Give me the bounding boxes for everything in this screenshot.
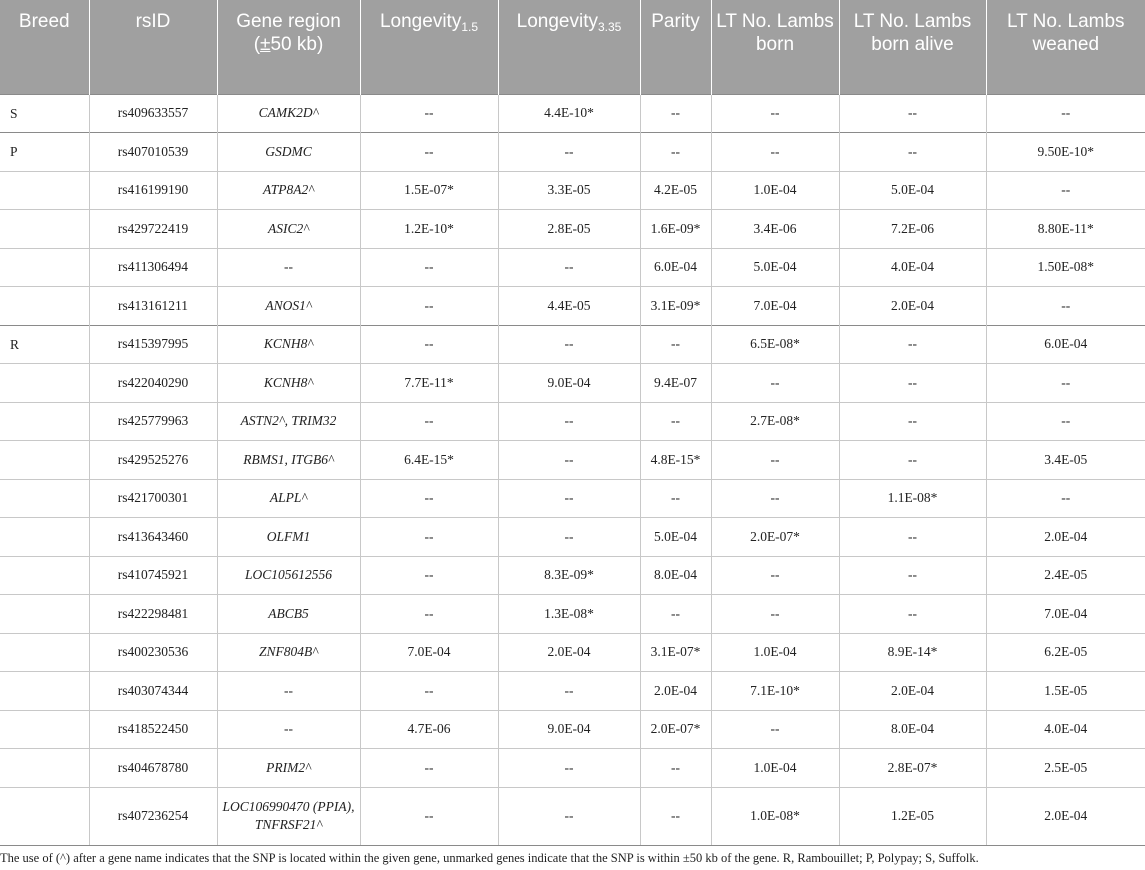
lt-lambs-born-alive-cell: 7.2E-06 (839, 210, 986, 249)
gene-region-cell: OLFM1 (217, 518, 360, 557)
breed-cell: S (0, 94, 89, 133)
breed-cell (0, 287, 89, 326)
longevity-3-35-cell: 1.3E-08* (498, 595, 640, 634)
rsid-cell: rs421700301 (89, 479, 217, 518)
table-body (0, 94, 1145, 845)
gene-region-cell: ATP8A2^ (217, 171, 360, 210)
lt-lambs-born-alive-cell: 2.0E-04 (839, 287, 986, 326)
lt-lambs-weaned-cell: 6.2E-05 (986, 633, 1145, 672)
lt-lambs-born-alive-cell: 2.0E-04 (839, 672, 986, 711)
header-rsid: rsID (89, 0, 217, 94)
lt-lambs-weaned-cell: -- (986, 287, 1145, 326)
header-parity: Parity (640, 0, 711, 94)
breed-cell (0, 402, 89, 441)
parity-cell: 5.0E-04 (640, 518, 711, 557)
breed-cell (0, 248, 89, 287)
rsid-cell: rs418522450 (89, 710, 217, 749)
table-header-row (0, 0, 1145, 94)
lt-lambs-born-alive-cell: 1.2E-05 (839, 787, 986, 845)
breed-cell (0, 787, 89, 845)
gene-region-cell: RBMS1, ITGB6^ (217, 441, 360, 480)
longevity-3-35-cell: -- (498, 749, 640, 788)
longevity-1-5-cell: 6.4E-15* (360, 441, 498, 480)
longevity-3-35-cell: 8.3E-09* (498, 556, 640, 595)
header-lt-lambs-born-alive: LT No. Lambs born alive (839, 0, 986, 94)
table-row (0, 749, 1145, 788)
breed-cell (0, 556, 89, 595)
lt-lambs-born-alive-cell: 8.9E-14* (839, 633, 986, 672)
lt-lambs-born-alive-cell: 2.8E-07* (839, 749, 986, 788)
table-row (0, 210, 1145, 249)
lt-lambs-born-cell: 1.0E-04 (711, 749, 839, 788)
rsid-cell: rs425779963 (89, 402, 217, 441)
lt-lambs-weaned-cell: 2.0E-04 (986, 787, 1145, 845)
lt-lambs-born-alive-cell: -- (839, 94, 986, 133)
longevity-3-35-cell: -- (498, 518, 640, 557)
longevity-3-35-cell: -- (498, 325, 640, 364)
longevity-3-35-cell: 2.0E-04 (498, 633, 640, 672)
gene-region-cell: -- (217, 248, 360, 287)
table-footnote: The use of (^) after a gene name indicates that the SNP is located within the given gene, unmarked genes indicate that the SNP is within ±50 kb of the gene. R, Rambouillet; P, Polypay; S, Suffolk. (0, 851, 979, 865)
parity-cell: 8.0E-04 (640, 556, 711, 595)
rsid-cell: rs415397995 (89, 325, 217, 364)
rsid-cell: rs400230536 (89, 633, 217, 672)
header-lt-lambs-born: LT No. Lambs born (711, 0, 839, 94)
table-row (0, 171, 1145, 210)
lt-lambs-born-alive-cell: -- (839, 325, 986, 364)
gene-region-cell: ANOS1^ (217, 287, 360, 326)
parity-cell: 4.2E-05 (640, 171, 711, 210)
gene-region-cell: KCNH8^ (217, 325, 360, 364)
longevity-3-35-cell: 9.0E-04 (498, 710, 640, 749)
parity-cell: 3.1E-07* (640, 633, 711, 672)
gene-region-cell: -- (217, 710, 360, 749)
lt-lambs-weaned-cell: 2.5E-05 (986, 749, 1145, 788)
longevity-3-35-cell: -- (498, 441, 640, 480)
longevity-1-5-cell: -- (360, 287, 498, 326)
lt-lambs-born-cell: -- (711, 595, 839, 634)
lt-lambs-weaned-cell: -- (986, 364, 1145, 403)
table-row (0, 133, 1145, 172)
lt-lambs-born-alive-cell: -- (839, 402, 986, 441)
lt-lambs-born-alive-cell: 4.0E-04 (839, 248, 986, 287)
table-row (0, 364, 1145, 403)
lt-lambs-born-alive-cell: 8.0E-04 (839, 710, 986, 749)
gene-region-cell: ZNF804B^ (217, 633, 360, 672)
lt-lambs-born-cell: 1.0E-08* (711, 787, 839, 845)
longevity-3-35-cell: 2.8E-05 (498, 210, 640, 249)
breed-cell (0, 710, 89, 749)
longevity-1-5-cell: 4.7E-06 (360, 710, 498, 749)
table-row (0, 672, 1145, 711)
table-row (0, 479, 1145, 518)
lt-lambs-born-alive-cell: -- (839, 595, 986, 634)
longevity-1-5-cell: 7.7E-11* (360, 364, 498, 403)
rsid-cell: rs429722419 (89, 210, 217, 249)
parity-cell: 3.1E-09* (640, 287, 711, 326)
header-longevity-3-35: Longevity$_{3.35}$ (498, 0, 640, 94)
breed-cell (0, 210, 89, 249)
longevity-3-35-cell: 4.4E-05 (498, 287, 640, 326)
rsid-cell: rs416199190 (89, 171, 217, 210)
rsid-cell: rs407010539 (89, 133, 217, 172)
lt-lambs-weaned-cell: 8.80E-11* (986, 210, 1145, 249)
gene-region-cell: LOC106990470 (PPIA), TNFRSF21^ (217, 787, 360, 845)
lt-lambs-born-cell: 2.0E-07* (711, 518, 839, 557)
gene-region-cell: CAMK2D^ (217, 94, 360, 133)
table-row (0, 94, 1145, 133)
parity-cell: 1.6E-09* (640, 210, 711, 249)
table-row (0, 556, 1145, 595)
breed-cell (0, 441, 89, 480)
table-row (0, 287, 1145, 326)
table-row (0, 595, 1145, 634)
rsid-cell: rs411306494 (89, 248, 217, 287)
longevity-1-5-cell: 1.5E-07* (360, 171, 498, 210)
longevity-1-5-cell: -- (360, 248, 498, 287)
breed-cell (0, 479, 89, 518)
parity-cell: -- (640, 402, 711, 441)
table-row (0, 633, 1145, 672)
lt-lambs-born-cell: -- (711, 364, 839, 403)
rsid-cell: rs422040290 (89, 364, 217, 403)
gene-region-cell: -- (217, 672, 360, 711)
parity-cell: -- (640, 595, 711, 634)
longevity-3-35-cell: -- (498, 133, 640, 172)
table-row (0, 441, 1145, 480)
table-row (0, 325, 1145, 364)
header-breed: Breed (0, 0, 89, 94)
lt-lambs-weaned-cell: 9.50E-10* (986, 133, 1145, 172)
lt-lambs-born-cell: -- (711, 710, 839, 749)
lt-lambs-weaned-cell: 1.50E-08* (986, 248, 1145, 287)
lt-lambs-weaned-cell: 2.0E-04 (986, 518, 1145, 557)
longevity-3-35-cell: 9.0E-04 (498, 364, 640, 403)
lt-lambs-born-alive-cell: -- (839, 133, 986, 172)
lt-lambs-born-alive-cell: -- (839, 441, 986, 480)
rsid-cell: rs407236254 (89, 787, 217, 845)
lt-lambs-weaned-cell: -- (986, 171, 1145, 210)
lt-lambs-born-cell: 7.0E-04 (711, 287, 839, 326)
gene-region-cell: GSDMC (217, 133, 360, 172)
lt-lambs-born-cell: 2.7E-08* (711, 402, 839, 441)
parity-cell: -- (640, 749, 711, 788)
parity-cell: -- (640, 787, 711, 845)
lt-lambs-weaned-cell: -- (986, 94, 1145, 133)
lt-lambs-born-cell: -- (711, 441, 839, 480)
gene-region-cell: LOC105612556 (217, 556, 360, 595)
lt-lambs-weaned-cell: -- (986, 402, 1145, 441)
lt-lambs-weaned-cell: 7.0E-04 (986, 595, 1145, 634)
longevity-1-5-cell: 1.2E-10* (360, 210, 498, 249)
table-row (0, 787, 1145, 845)
lt-lambs-weaned-cell: 4.0E-04 (986, 710, 1145, 749)
rsid-cell: rs413643460 (89, 518, 217, 557)
lt-lambs-born-cell: -- (711, 556, 839, 595)
rsid-cell: rs403074344 (89, 672, 217, 711)
rsid-cell: rs409633557 (89, 94, 217, 133)
lt-lambs-born-alive-cell: 5.0E-04 (839, 171, 986, 210)
gene-region-cell: ASTN2^, TRIM32 (217, 402, 360, 441)
lt-lambs-born-alive-cell: -- (839, 556, 986, 595)
longevity-3-35-cell: 4.4E-10* (498, 94, 640, 133)
parity-cell: 4.8E-15* (640, 441, 711, 480)
longevity-1-5-cell: -- (360, 325, 498, 364)
lt-lambs-born-cell: -- (711, 479, 839, 518)
rsid-cell: rs422298481 (89, 595, 217, 634)
rsid-cell: rs413161211 (89, 287, 217, 326)
lt-lambs-born-cell: -- (711, 133, 839, 172)
lt-lambs-weaned-cell: 3.4E-05 (986, 441, 1145, 480)
header-lt-lambs-weaned: LT No. Lambs weaned (986, 0, 1145, 94)
lt-lambs-born-cell: 7.1E-10* (711, 672, 839, 711)
parity-cell: 9.4E-07 (640, 364, 711, 403)
lt-lambs-born-alive-cell: -- (839, 364, 986, 403)
longevity-1-5-cell: -- (360, 749, 498, 788)
lt-lambs-born-cell: 1.0E-04 (711, 171, 839, 210)
longevity-1-5-cell: 7.0E-04 (360, 633, 498, 672)
longevity-3-35-cell: -- (498, 402, 640, 441)
breed-cell: P (0, 133, 89, 172)
longevity-1-5-cell: -- (360, 518, 498, 557)
longevity-1-5-cell: -- (360, 595, 498, 634)
lt-lambs-weaned-cell: 6.0E-04 (986, 325, 1145, 364)
lt-lambs-born-cell: 1.0E-04 (711, 633, 839, 672)
rsid-cell: rs429525276 (89, 441, 217, 480)
lt-lambs-weaned-cell: 1.5E-05 (986, 672, 1145, 711)
parity-cell: -- (640, 325, 711, 364)
rsid-cell: rs410745921 (89, 556, 217, 595)
longevity-3-35-cell: -- (498, 248, 640, 287)
table-row (0, 518, 1145, 557)
gene-region-cell: ALPL^ (217, 479, 360, 518)
lt-lambs-born-cell: -- (711, 94, 839, 133)
parity-cell: 6.0E-04 (640, 248, 711, 287)
longevity-1-5-cell: -- (360, 672, 498, 711)
rsid-cell: rs404678780 (89, 749, 217, 788)
parity-cell: 2.0E-07* (640, 710, 711, 749)
table-row (0, 402, 1145, 441)
lt-lambs-born-cell: 5.0E-04 (711, 248, 839, 287)
gene-region-cell: ABCB5 (217, 595, 360, 634)
parity-cell: 2.0E-04 (640, 672, 711, 711)
gene-region-cell: KCNH8^ (217, 364, 360, 403)
breed-cell (0, 518, 89, 557)
breed-cell (0, 171, 89, 210)
parity-cell: -- (640, 94, 711, 133)
gene-region-cell: ASIC2^ (217, 210, 360, 249)
table-row (0, 248, 1145, 287)
longevity-3-35-cell: 3.3E-05 (498, 171, 640, 210)
lt-lambs-weaned-cell: -- (986, 479, 1145, 518)
longevity-3-35-cell: -- (498, 672, 640, 711)
breed-cell (0, 633, 89, 672)
longevity-1-5-cell: -- (360, 94, 498, 133)
table-row (0, 710, 1145, 749)
lt-lambs-born-cell: 6.5E-08* (711, 325, 839, 364)
longevity-1-5-cell: -- (360, 133, 498, 172)
header-gene-region: Gene region (±50 kb) (217, 0, 360, 94)
lt-lambs-born-cell: 3.4E-06 (711, 210, 839, 249)
parity-cell: -- (640, 479, 711, 518)
longevity-3-35-cell: -- (498, 479, 640, 518)
lt-lambs-weaned-cell: 2.4E-05 (986, 556, 1145, 595)
longevity-1-5-cell: -- (360, 479, 498, 518)
longevity-1-5-cell: -- (360, 402, 498, 441)
lt-lambs-born-alive-cell: 1.1E-08* (839, 479, 986, 518)
breed-cell (0, 595, 89, 634)
breed-cell: R (0, 325, 89, 364)
longevity-1-5-cell: -- (360, 787, 498, 845)
header-longevity-1-5: Longevity$_{1.5}$ (360, 0, 498, 94)
breed-cell (0, 364, 89, 403)
parity-cell: -- (640, 133, 711, 172)
lt-lambs-born-alive-cell: -- (839, 518, 986, 557)
gene-region-cell: PRIM2^ (217, 749, 360, 788)
breed-cell (0, 749, 89, 788)
breed-cell (0, 672, 89, 711)
longevity-1-5-cell: -- (360, 556, 498, 595)
longevity-3-35-cell: -- (498, 787, 640, 845)
